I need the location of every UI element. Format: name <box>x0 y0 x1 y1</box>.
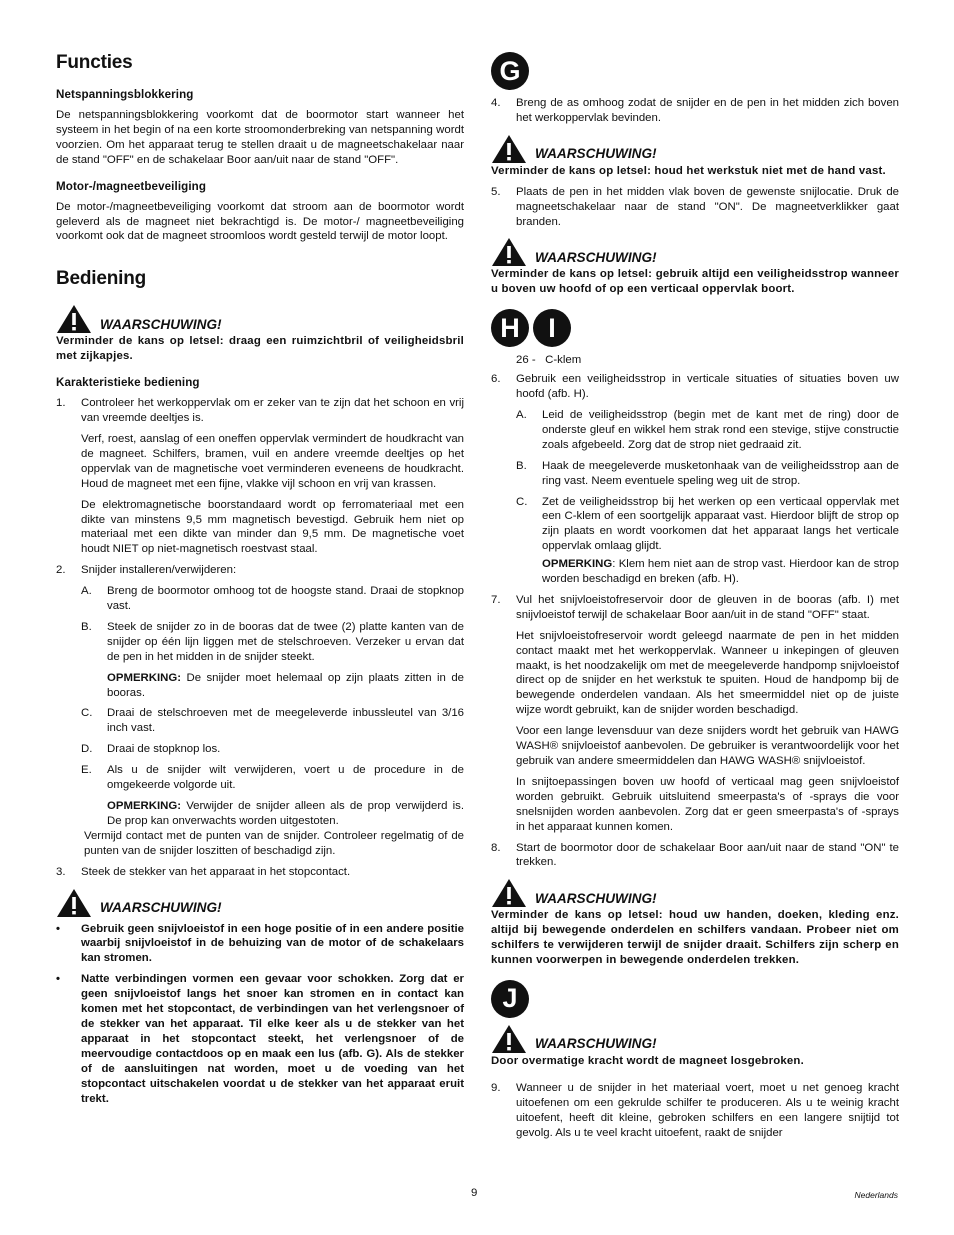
substep-item <box>81 706 464 736</box>
substep-item <box>516 408 899 453</box>
paragraph-netspanningsblokkering: De netspanningsblokkering voorkomt dat de boormotor start wanneer het systeem in het begin of na een korte stroomonderbreking van netspanning wordt voorzien. Om het apparaat terug te stellen draait u de magneetschakelaar naar de stand "OFF" en de schakelaar Boor aan/uit naar de stand "OFF". <box>56 109 464 166</box>
page-number: 9 <box>471 1187 478 1199</box>
substep-item <box>81 584 464 614</box>
step-text: Breng de as omhoog zodat de snijder en de pen in het midden zich boven het werkoppervlak bevinden. <box>516 97 899 124</box>
right-column <box>491 52 899 1141</box>
warning-title: WAARSCHUWING! <box>100 316 222 332</box>
warning-header <box>491 237 899 267</box>
step-item <box>491 1081 899 1141</box>
note-label: OPMERKING <box>542 558 613 571</box>
step-item <box>491 841 899 871</box>
bullet-text: Natte verbindingen vormen een gevaar voor schokken. Zorg dat er geen snijvloeistof langs het snoer kan stromen en in contact kan komen met het stopcontact, de verbindingen van het verlengsnoer of de stekker van het apparaat. Til elke keer als u de stekker van het apparaat in het stopcontact steekt, het verlengsnoer of de meervoudige contactdoos op en maak een lus (afb. G). Als de stekker of de aansluitingen nat worden, moet u de voeding van het stopcontact uitschakelen voordat u de stekker van het apparaat eruit trekt. <box>81 973 464 1105</box>
figure-label-row <box>491 309 899 347</box>
step-paragraph: De elektromagnetische boorstandaard wordt op ferromateriaal met een dikte van minstens 9,5 mm magnetisch bevestigd. Gebruik hem niet op materiaal met een dikte van minder dan 9,5 mm. De magnetische voet houdt NIET op niet-magnetisch roestvast staal. <box>81 498 464 556</box>
substep-item <box>81 763 464 793</box>
step-number: 8. <box>491 841 501 854</box>
note-paragraph <box>542 557 899 587</box>
warning-text: Verminder de kans op letsel: houd uw handen, doeken, kleding enz. altijd bij bewegende onderdelen en schilfers vandaan. Probeer niet om schilfers te verwijderen terwijl de snijder draait. Schilfers zijn scherp en kunnen voorwerpen in bewegende onderdelen trekken. <box>491 909 899 967</box>
step-item <box>56 865 464 880</box>
substep-letter: B. <box>81 620 92 633</box>
step-number: 7. <box>491 593 501 606</box>
figure-label-g: G <box>491 52 529 90</box>
warning-title: WAARSCHUWING! <box>535 249 657 265</box>
substep-letter: A. <box>516 408 527 421</box>
caption-number: 26 - <box>516 354 536 367</box>
step-number: 3. <box>56 865 66 878</box>
step-number: 9. <box>491 1081 501 1094</box>
step-item <box>56 563 464 578</box>
warning-title: WAARSCHUWING! <box>535 146 657 162</box>
note-paragraph <box>107 799 464 829</box>
section-title-functies: Functies <box>56 52 133 73</box>
figure-caption <box>516 353 899 368</box>
heading-karakteristieke-bediening: Karakteristieke bediening <box>56 376 200 390</box>
warning-bullet <box>56 972 464 1106</box>
step-item <box>491 96 899 126</box>
note-paragraph <box>107 671 464 701</box>
step-text: Controleer het werkoppervlak om er zeker van te zijn dat het schoon en vrij van vreemde deeltjes is. <box>81 397 464 425</box>
note-text: : Klem hem niet aan de strop vast. Hierdoor kan de strop worden beschadigd en breken (afb. H). <box>542 558 899 586</box>
step-number: 5. <box>491 185 501 198</box>
substep-text: Als u de snijder wilt verwijderen, voert u de procedure in de omgekeerde volgorde uit. <box>107 764 464 792</box>
step-text: Gebruik een veiligheidsstrop in verticale situaties of situaties boven uw hoofd (afb. H). <box>516 373 899 401</box>
substep-letter: E. <box>81 764 92 777</box>
substep-text: Zet de veiligheidsstrop bij het werken op een verticaal oppervlak met een C-klem of een soortgelijk apparaat vast. Hierdoor blijft de strop op zijn plaats en wordt voorkomen dat het apparaat langs het verticale oppervlak omlaag glijdt. <box>542 495 899 553</box>
step-text: Snijder installeren/verwijderen: <box>81 564 237 577</box>
warning-triangle-icon <box>491 1024 527 1054</box>
warning-text: Verminder de kans op letsel: draag een ruimzichtbril of veiligheidsbril met zijkapjes. <box>56 335 464 363</box>
step-text: Start de boormotor door de schakelaar Boor aan/uit naar de stand "ON" te trekken. <box>516 841 899 869</box>
step-paragraph: In snijtoepassingen boven uw hoofd of verticaal mag geen snijvloeistof worden gebruikt. Gebruik uitsluitend smeerpasta's of -sprays die voor snelsnijden worden aanbevolen. Zorg dat er geen smeerpasta's of -sprays in het apparaat kunnen komen. <box>516 775 899 833</box>
warning-header <box>56 888 464 918</box>
warning-bullet <box>56 922 464 967</box>
step-item <box>56 396 464 426</box>
substep-text: Breng de boormotor omhoog tot de hoogste stand. Draai de stopknop vast. <box>107 585 464 613</box>
substep-letter: C. <box>81 707 93 720</box>
warning-title: WAARSCHUWING! <box>100 900 222 916</box>
note-label: OPMERKING: <box>107 800 182 812</box>
substep-text: Draai de stopknop los. <box>107 743 221 756</box>
step-number: 4. <box>491 97 501 109</box>
figure-label-row <box>491 52 899 90</box>
warning-title: WAARSCHUWING! <box>535 890 657 906</box>
substep-text: Draai de stelschroeven met de meegeleverde inbussleutel van 3/16 inch vast. <box>107 707 464 735</box>
step-item <box>491 185 899 230</box>
footer-language: Nederlands <box>854 1190 898 1200</box>
substep-text: Leid de veiligheidsstrop (begin met de kant met de ring) door de onderste gleuf en wikkel hem strak rond een stevige, stijve constructie zoals afgebeeld. Zorg dat de strop niet gedraaid zit. <box>542 408 899 451</box>
substep-item <box>81 620 464 665</box>
figure-label-i: I <box>533 309 571 347</box>
warning-header <box>491 1024 899 1054</box>
figure-label-row <box>491 980 899 1018</box>
warning-triangle-icon <box>491 878 527 908</box>
figure-label-h: H <box>491 309 529 347</box>
paragraph-motor-beveiliging: De motor-/magneetbeveiliging voorkomt dat stroom aan de boormotor wordt geleverd als de magneet niet bekrachtigd is. De motor-/ magneetbeveiliging voorkomt ook dat de magneet stroomloos wordt gesteld terwijl de motor loopt. <box>56 200 464 243</box>
step-number: 2. <box>56 564 66 577</box>
section-title-bediening: Bediening <box>56 268 147 290</box>
step-text: Steek de stekker van het apparaat in het stopcontact. <box>81 865 351 878</box>
substep-item <box>516 459 899 489</box>
bullet-icon: • <box>56 922 60 935</box>
note-text: De snijder moet helemaal op zijn plaats zitten in de booras. <box>107 671 464 699</box>
substep-text: Haak de meegeleverde musketonhaak van de veiligheidsstrop aan de ring vast. Neem eventuele speling weg uit de strop. <box>542 459 899 487</box>
step-text: Wanneer u de snijder in het materiaal voert, moet u net genoeg kracht uitoefenen om een gekrulde schilfer te produceren. Als u te weinig kracht uitoefent, heeft dit kleine, gebroken schilfers en een langere snijtijd tot gevolg. Als u te veel kracht uitoefent, raakt de snijder <box>516 1081 899 1139</box>
warning-triangle-icon <box>491 134 527 164</box>
warning-title: WAARSCHUWING! <box>535 1036 657 1052</box>
substep-letter: C. <box>516 495 528 508</box>
step-text: Vul het snijvloeistofreservoir door de gleuven in de booras (afb. I) met snijvloeistof terwijl de schakelaar Boor aan/uit in de stand "OFF" staat. <box>516 593 899 621</box>
step-text: Plaats de pen in het midden vlak boven de gewenste snijlocatie. Druk de magneetschakelaar naar de stand "ON". De magneetverklikker gaat branden. <box>516 185 899 228</box>
left-column <box>56 52 464 1106</box>
substep-item <box>516 495 899 555</box>
caption-text: C-klem <box>545 354 582 367</box>
substep-letter: D. <box>81 743 93 756</box>
warning-text: Door overmatige kracht wordt de magneet losgebroken. <box>491 1054 804 1067</box>
substep-letter: A. <box>81 585 92 598</box>
bullet-text: Gebruik geen snijvloeistof in een hoge positie of in een andere positie waarbij snijvloeistof in de behuizing van de motor of de schakelaars kan stromen. <box>81 922 464 965</box>
step-item <box>491 372 899 402</box>
substep-letter: B. <box>516 459 527 472</box>
step-paragraph: Verf, roest, aanslag of een oneffen oppervlak vermindert de houdkracht van de magneet. Schilfers, bramen, vuil en andere vreemde deeltjes op het oppervlak van de magnetische voet verminderen eveneens de houdkracht. Houd de magneet met een fijne, vlakke vijl schoon en vrij van krassen. <box>81 432 464 490</box>
warning-triangle-icon <box>56 888 92 918</box>
note-label: OPMERKING: <box>107 671 182 684</box>
step-number: 6. <box>491 373 501 386</box>
substep-item <box>81 742 464 757</box>
warning-header <box>56 304 464 334</box>
step-paragraph: Het snijvloeistofreservoir wordt geleegd naarmate de pen in het midden contact maakt met het werkoppervlak. Wanneer u inkepingen of gleuven maakt, is het noodzakelijk om met de meegeleverde handpomp snijvloeistof direct op de snijder en het werkstuk te spuiten. Houd de handpomp bij de bewegende onderdelen vandaan. Als het smeermiddel niet op de juiste wijze wordt gebruikt, kan de snijder worden beschadigd. <box>516 629 899 717</box>
warning-triangle-icon <box>56 304 92 334</box>
step-number: 1. <box>56 397 66 410</box>
warning-header <box>491 878 899 908</box>
warning-text: Verminder de kans op letsel: houd het werkstuk niet met de hand vast. <box>491 164 886 177</box>
figure-label-j: J <box>491 980 529 1018</box>
note-text: Verwijder de snijder alleen als de prop verwijderd is. De prop kan onverwachts worden uitgestoten. <box>107 800 464 827</box>
heading-netspanningsblokkering: Netspanningsblokkering <box>56 88 194 101</box>
heading-motor-beveiliging: Motor-/magneetbeveiliging <box>56 179 207 193</box>
step-item <box>491 593 899 623</box>
substep-text: Steek de snijder zo in de booras dat de twee (2) platte kanten van de snijder op één lijn liggen met de stelschroeven. Verzeker u ervan dat de pen in het midden in de snijder steekt. <box>107 620 464 663</box>
warning-text: Verminder de kans op letsel: gebruik altijd een veiligheidsstrop wanneer u boven uw hoofd of op een verticaal oppervlak boort. <box>491 268 899 296</box>
warning-header <box>491 134 899 164</box>
step-paragraph: Vermijd contact met de punten van de snijder. Controleer regelmatig of de punten van de snijder loszitten of beschadigd zijn. <box>84 829 464 857</box>
step-paragraph: Voor een lange levensduur van deze snijders wordt het gebruik van HAWG WASH® snijvloeistof aanbevolen. De gebruiker is verantwoordelijk voor het gebruik van andere smeermiddelen dan HAWG WASH® snijvloeistof. <box>516 725 899 767</box>
warning-triangle-icon <box>491 237 527 267</box>
bullet-icon: • <box>56 973 60 986</box>
